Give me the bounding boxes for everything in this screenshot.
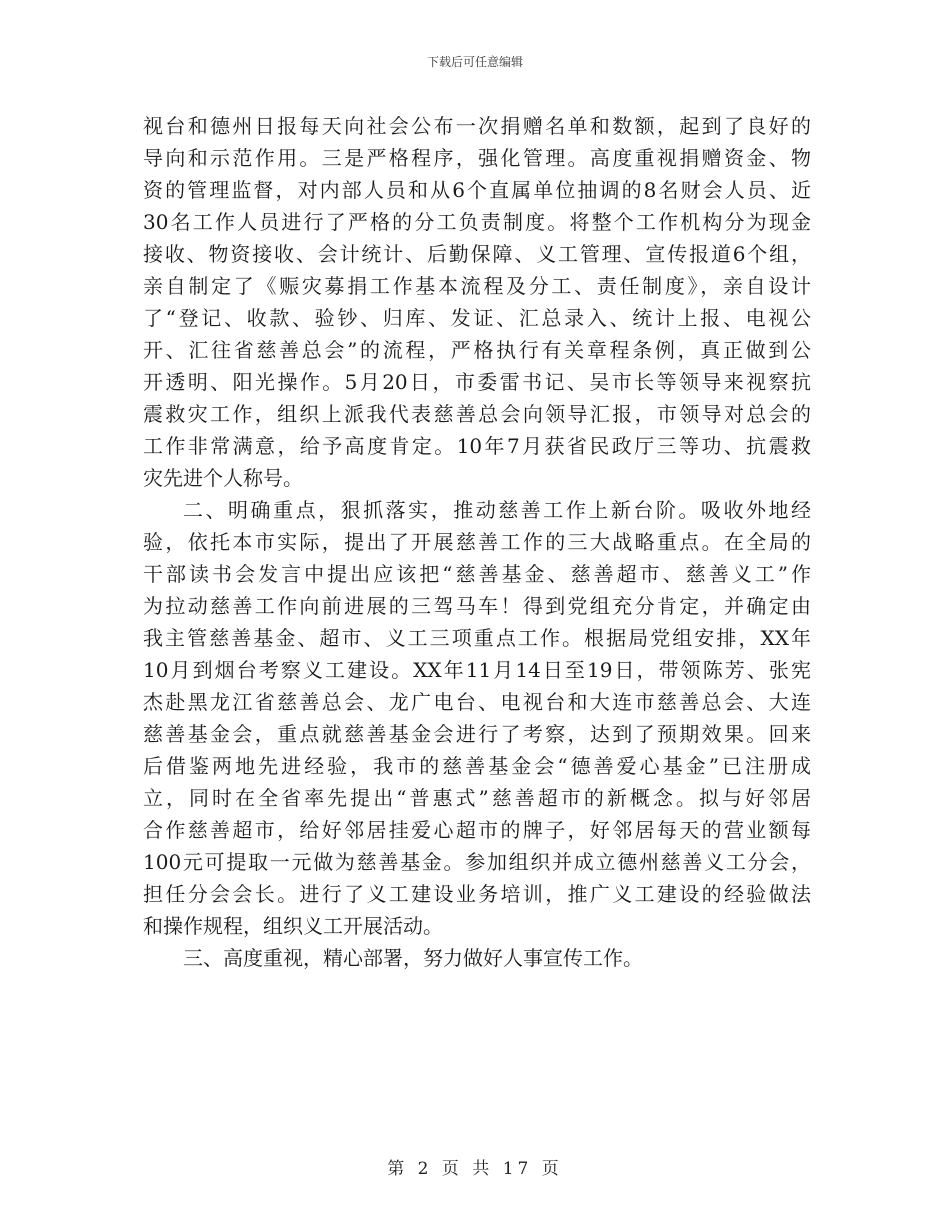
text-line: 震救灾工作，组织上派我代表慈善总会向领导汇报，市领导对总会的 xyxy=(143,402,811,426)
text-line: 我主管慈善基金、超市、义工三项重点工作。根据局党组安排，XX年 xyxy=(143,626,811,650)
section-heading-line: 二、明确重点，狠抓落实，推动慈善工作上新台阶。吸收外地经 xyxy=(183,498,811,522)
text-line: 亲自制定了《赈灾募捐工作基本流程及分工、责任制度》，亲自设计 xyxy=(143,274,811,298)
text-line: 开透明、阳光操作。5月20日，市委雷书记、吴市长等领导来视察抗 xyxy=(143,370,811,394)
header-note: 下载后可任意编辑 xyxy=(426,55,523,69)
text-line: 视台和德州日报每天向社会公布一次捐赠名单和数额，起到了良好的 xyxy=(143,114,811,138)
section-heading-line: 三、高度重视，精心部署，努力做好人事宣传工作。 xyxy=(183,946,643,970)
page-number-footer: 第 2 页 共 17 页 xyxy=(387,1159,563,1179)
text-line: 后借鉴两地先进经验，我市的慈善基金会“德善爱心基金”已注册成 xyxy=(143,754,811,778)
text-line: 10月到烟台考察义工建设。XX年11月14日至19日，带领陈芳、张宪 xyxy=(143,658,811,682)
text-line: 接收、物资接收、会计统计、后勤保障、义工管理、宣传报道6个组， xyxy=(143,242,811,266)
text-line: 慈善基金会，重点就慈善基金会进行了考察，达到了预期效果。回来 xyxy=(143,722,811,746)
text-line: 担任分会会长。进行了义工建设业务培训，推广义工建设的经验做法 xyxy=(143,882,811,906)
text-line: 杰赴黑龙江省慈善总会、龙广电台、电视台和大连市慈善总会、大连 xyxy=(143,690,811,714)
text-line: 干部读书会发言中提出应该把“慈善基金、慈善超市、慈善义工”作 xyxy=(143,562,811,586)
text-line: 开、汇往省慈善总会”的流程，严格执行有关章程条例，真正做到公 xyxy=(143,338,811,362)
body-text xyxy=(143,110,811,974)
text-line: 资的管理监督，对内部人员和从6个直属单位抽调的8名财会人员、近 xyxy=(143,178,811,202)
text-line: 立，同时在全省率先提出“普惠式”慈善超市的新概念。拟与好邻居 xyxy=(143,786,811,810)
text-line: 100元可提取一元做为慈善基金。参加组织并成立德州慈善义工分会， xyxy=(143,850,811,874)
text-line: 灾先进个人称号。 xyxy=(143,466,303,490)
text-line: 30名工作人员进行了严格的分工负责制度。将整个工作机构分为现金 xyxy=(143,210,811,234)
text-line: 和操作规程，组织义工开展活动。 xyxy=(143,914,443,938)
text-line: 工作非常满意，给予高度肯定。10年7月获省民政厅三等功、抗震救 xyxy=(143,434,811,458)
text-line: 为拉动慈善工作向前进展的三驾马车！得到党组充分肯定，并确定由 xyxy=(143,594,811,618)
text-line: 了“登记、收款、验钞、归库、发证、汇总录入、统计上报、电视公 xyxy=(143,306,811,330)
text-line: 导向和示范作用。三是严格程序，强化管理。高度重视捐赠资金、物 xyxy=(143,146,811,170)
text-line: 验，依托本市实际，提出了开展慈善工作的三大战略重点。在全局的 xyxy=(143,530,811,554)
text-line: 合作慈善超市，给好邻居挂爱心超市的牌子，好邻居每天的营业额每 xyxy=(143,818,811,842)
